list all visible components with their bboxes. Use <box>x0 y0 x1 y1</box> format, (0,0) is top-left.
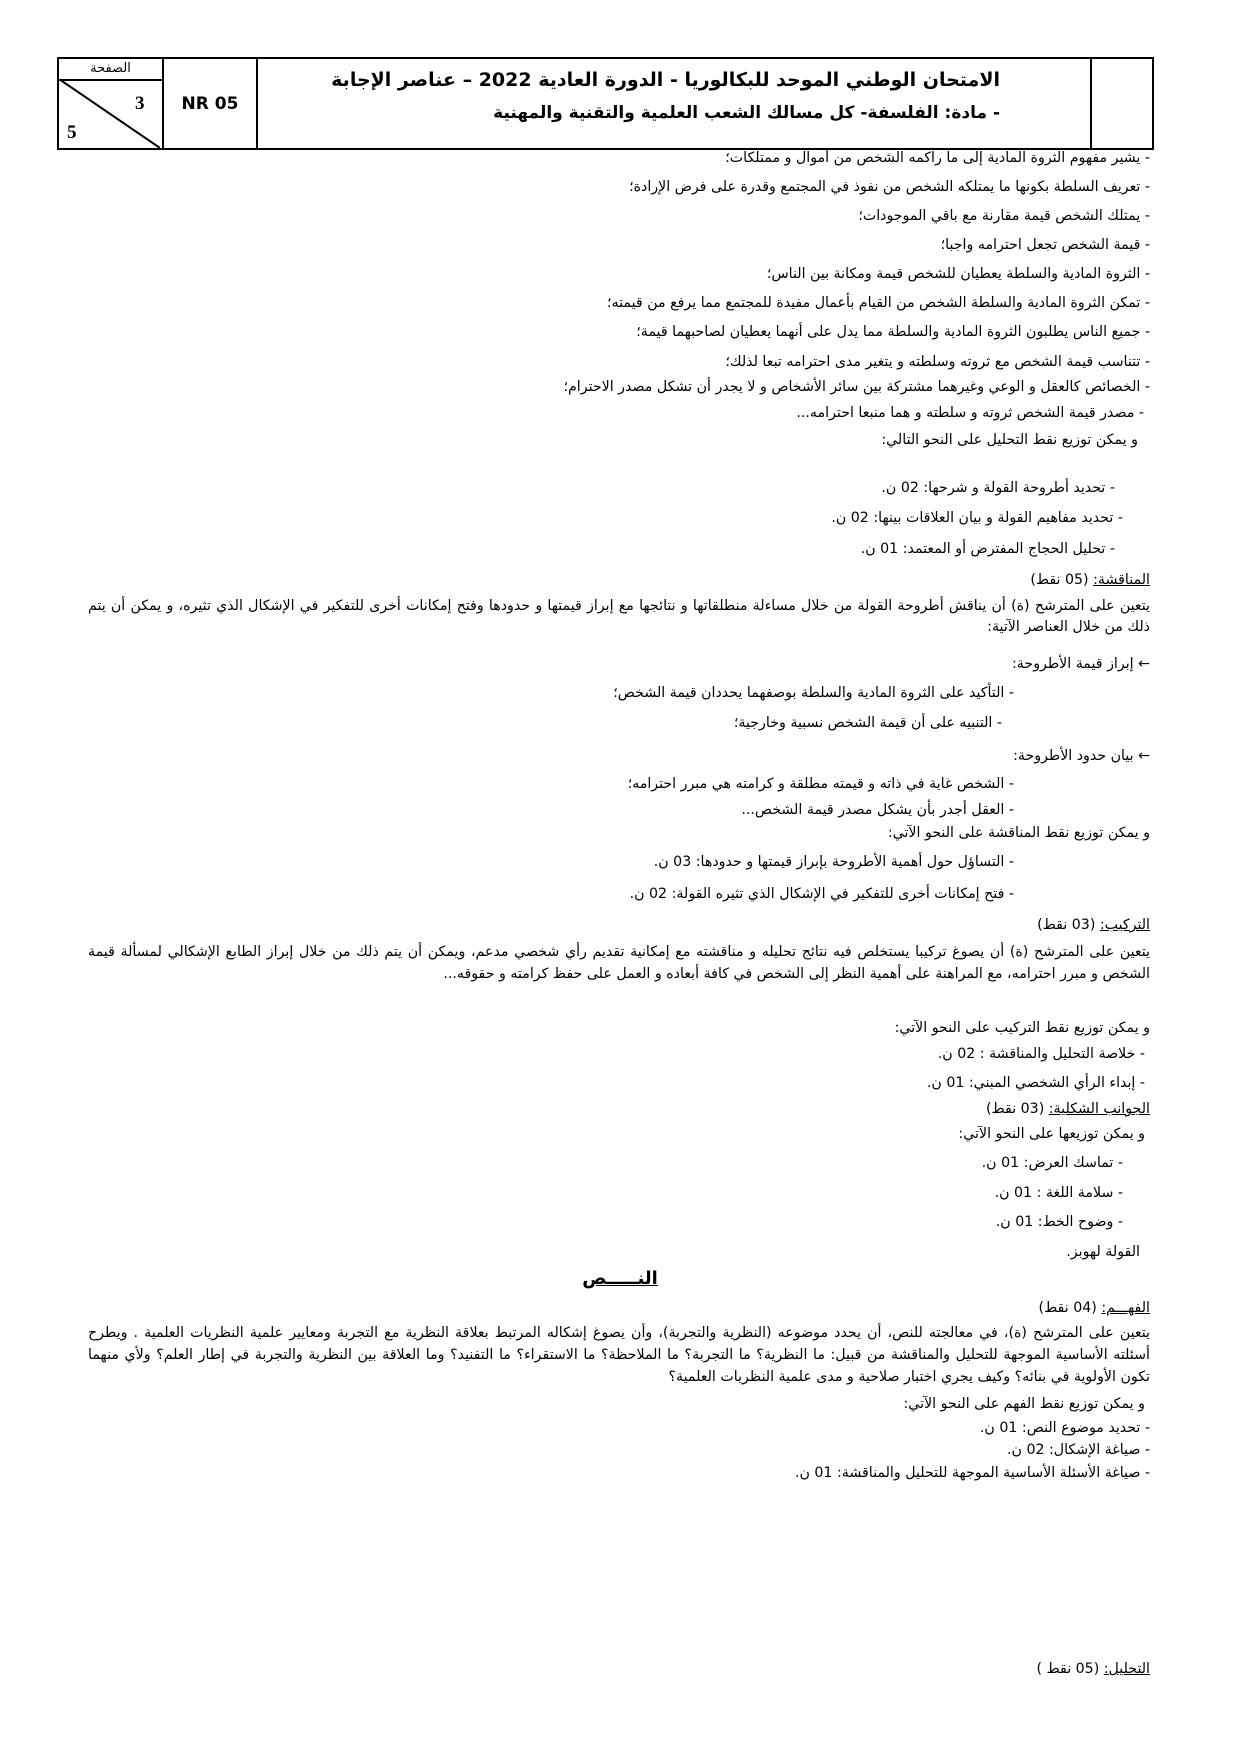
exam-header <box>57 57 1154 150</box>
comprehension-distribution-intro: و يمكن توزيع نقط الفهم على النحو الآتي: <box>903 1396 1145 1412</box>
analysis-distribution-intro: و يمكن توزيع نقط التحليل على النحو التالي: <box>881 432 1138 448</box>
comprehension-points: (04 نقط) <box>1038 1300 1097 1316</box>
list-item: - خلاصة التحليل والمناقشة : 02 ن. <box>937 1046 1145 1062</box>
discussion-points: (05 نقط) <box>1030 572 1089 588</box>
discussion-paragraph: يتعين على المترشح (ة) أن يناقش أطروحة القولة من خلال مساءلة منطلقاتها و نتائجها مع إبراز قيمتها و حدودها وفتح إمكانات أخرى للتفكير في الإشكال الذي تثيره، و يمكن أن يتم ذلك من خلال العناصر الآتية: <box>88 598 1150 635</box>
header-blank-box <box>1092 59 1152 148</box>
list-item: - تماسك العرض: 01 ن. <box>981 1155 1123 1171</box>
header-title-line1: الامتحان الوطني الموحد للبكالوريا - الدورة العادية 2022 – عناصر الإجابة <box>331 69 1000 91</box>
list-item: - سلامة اللغة : 01 ن. <box>994 1185 1123 1201</box>
comprehension-paragraph: يتعين على المترشح (ة)، في معالجته للنص، أن يحدد موضوعه (النظرية والتجربة)، وأن يصوغ إشكاله المرتبط بعلاقة النظرية مع التجربة ومعايير علمية النظريات العلمية . ويطرح أسئلته الأساسية الموجهة للتحليل والمناقشة من قبيل: ما النظرية؟ ما التجربة؟ ما الملاحظة؟ ما الاستقراء؟ ما التفنيد؟ وما العلاقة بين النظرية والتجربة في إطار العلم؟ ولأي منهما تكون الأولوية في بنائه؟ وكيف يجري اختبار صلاحية و مدى علمية النظريات العلمية؟ <box>88 1325 1150 1385</box>
synthesis-heading: التركيب: <box>1099 917 1150 933</box>
formal-heading-line <box>986 1099 1150 1119</box>
discussion-value-head: ← إبراز قيمة الأطروحة: <box>1012 656 1150 672</box>
list-item: - التأكيد على الثروة المادية والسلطة بوصفهما يحددان قيمة الشخص؛ <box>613 685 1014 701</box>
list-item: - تحديد أطروحة القولة و شرحها: 02 ن. <box>881 480 1115 496</box>
discussion-distribution-intro: و يمكن توزيع نقط المناقشة على النحو الآتي: <box>887 825 1150 841</box>
formal-heading: الجوانب الشكلية: <box>1048 1101 1150 1117</box>
list-item: - مصدر قيمة الشخص ثروته و سلطته و هما منبعا احترامه... <box>796 405 1144 421</box>
list-item: - الشخص غاية في ذاته و قيمته مطلقة و كرامته هي مبرر احترامه؛ <box>627 776 1014 792</box>
page-total: 5 <box>67 122 77 143</box>
list-item: - إبداء الرأي الشخصي المبني: 01 ن. <box>926 1075 1145 1091</box>
synthesis-paragraph: يتعين على المترشح (ة) أن يصوغ تركيبا يستخلص فيه نتائج تحليله و مناقشته مع إمكانية تقديم رأي شخصي مدعم، ويمكن أن يتم ذلك من خلال إبراز الطابع الإشكالي لمسألة قيمة الشخص و مبرر احترامه، مع المراهنة على أهمية النظر إلى الشخص في كافة أبعاده و العمل على حفظ كرامته و حقوقه... <box>88 944 1150 982</box>
header-title-box <box>258 59 1092 148</box>
header-title-line2: - مادة: الفلسفة- كل مسالك الشعب العلمية والتقنية والمهنية <box>493 103 1000 123</box>
list-item: - فتح إمكانات أخرى للتفكير في الإشكال الذي تثيره القولة: 02 ن. <box>629 886 1014 902</box>
list-item: - صياغة الأسئلة الأساسية الموجهة للتحليل والمناقشة: 01 ن. <box>794 1465 1150 1481</box>
list-item: - قيمة الشخص تجعل احترامه واجبا؛ <box>940 237 1150 253</box>
list-item: - صياغة الإشكال: 02 ن. <box>1006 1442 1150 1458</box>
list-item: - تحديد موضوع النص: 01 ن. <box>979 1420 1150 1436</box>
exam-code: NR 05 <box>164 59 258 148</box>
page-number-box <box>59 59 164 148</box>
list-item: - جميع الناس يطلبون الثروة المادية والسلطة مما يدل على أنهما يعطيان لصاحبهما قيمة؛ <box>636 324 1150 340</box>
text-section-title: النـــــص <box>582 1268 658 1289</box>
list-item: - تتناسب قيمة الشخص مع ثروته وسلطته و يتغير مدى احترامه تبعا لذلك؛ <box>725 354 1150 370</box>
list-item: - يشير مفهوم الثروة المادية إلى ما راكمه الشخص من أموال و ممتلكات؛ <box>725 150 1150 166</box>
list-item: - التنبيه على أن قيمة الشخص نسبية وخارجية؛ <box>733 715 1002 731</box>
list-item: - تحليل الحجاج المفترض أو المعتمد: 01 ن. <box>860 541 1115 557</box>
list-item: - يمتلك الشخص قيمة مقارنة مع باقي الموجودات؛ <box>858 208 1150 224</box>
formal-points: (03 نقط) <box>986 1101 1045 1117</box>
formal-distribution-intro: و يمكن توزيعها على النحو الآتي: <box>958 1126 1145 1142</box>
page-label: الصفحة <box>59 59 162 81</box>
analysis-points: (05 نقط ) <box>1036 1661 1100 1677</box>
synthesis-heading-line <box>1037 915 1150 935</box>
analysis-heading: التحليل: <box>1103 1661 1150 1677</box>
discussion-heading-line <box>1030 570 1150 590</box>
list-item: - تعريف السلطة بكونها ما يمتلكه الشخص من نفوذ في المجتمع وقدرة على فرض الإرادة؛ <box>629 179 1150 195</box>
list-item: - العقل أجدر بأن يشكل مصدر قيمة الشخص... <box>741 802 1014 818</box>
quote-attribution: القولة لهوبز. <box>1066 1244 1140 1260</box>
comprehension-heading: الفهـــم: <box>1101 1300 1150 1316</box>
synthesis-points: (03 نقط) <box>1037 917 1096 933</box>
discussion-limits-head: ← بيان حدود الأطروحة: <box>1013 748 1150 764</box>
list-item: - الخصائص كالعقل و الوعي وغيرهما مشتركة بين سائر الأشخاص و لا يجدر أن تشكل مصدر الاحترام؛ <box>563 379 1150 395</box>
list-item: - تمكن الثروة المادية والسلطة الشخص من القيام بأعمال مفيدة للمجتمع مما يرفع من قيمته؛ <box>607 295 1150 311</box>
list-item: - تحديد مفاهيم القولة و بيان العلاقات بينها: 02 ن. <box>831 510 1123 526</box>
list-item: - التساؤل حول أهمية الأطروحة بإبراز قيمتها و حدودها: 03 ن. <box>653 854 1014 870</box>
analysis-heading-line <box>1037 1659 1151 1679</box>
discussion-heading: المناقشة: <box>1093 572 1150 588</box>
synthesis-distribution-intro: و يمكن توزيع نقط التركيب على النحو الآتي: <box>894 1020 1150 1036</box>
list-item: - الثروة المادية والسلطة يعطيان للشخص قيمة ومكانة بين الناس؛ <box>766 266 1150 282</box>
comprehension-heading-line <box>1039 1298 1150 1318</box>
list-item: - وضوح الخط: 01 ن. <box>995 1214 1123 1230</box>
page-current: 3 <box>135 93 145 114</box>
